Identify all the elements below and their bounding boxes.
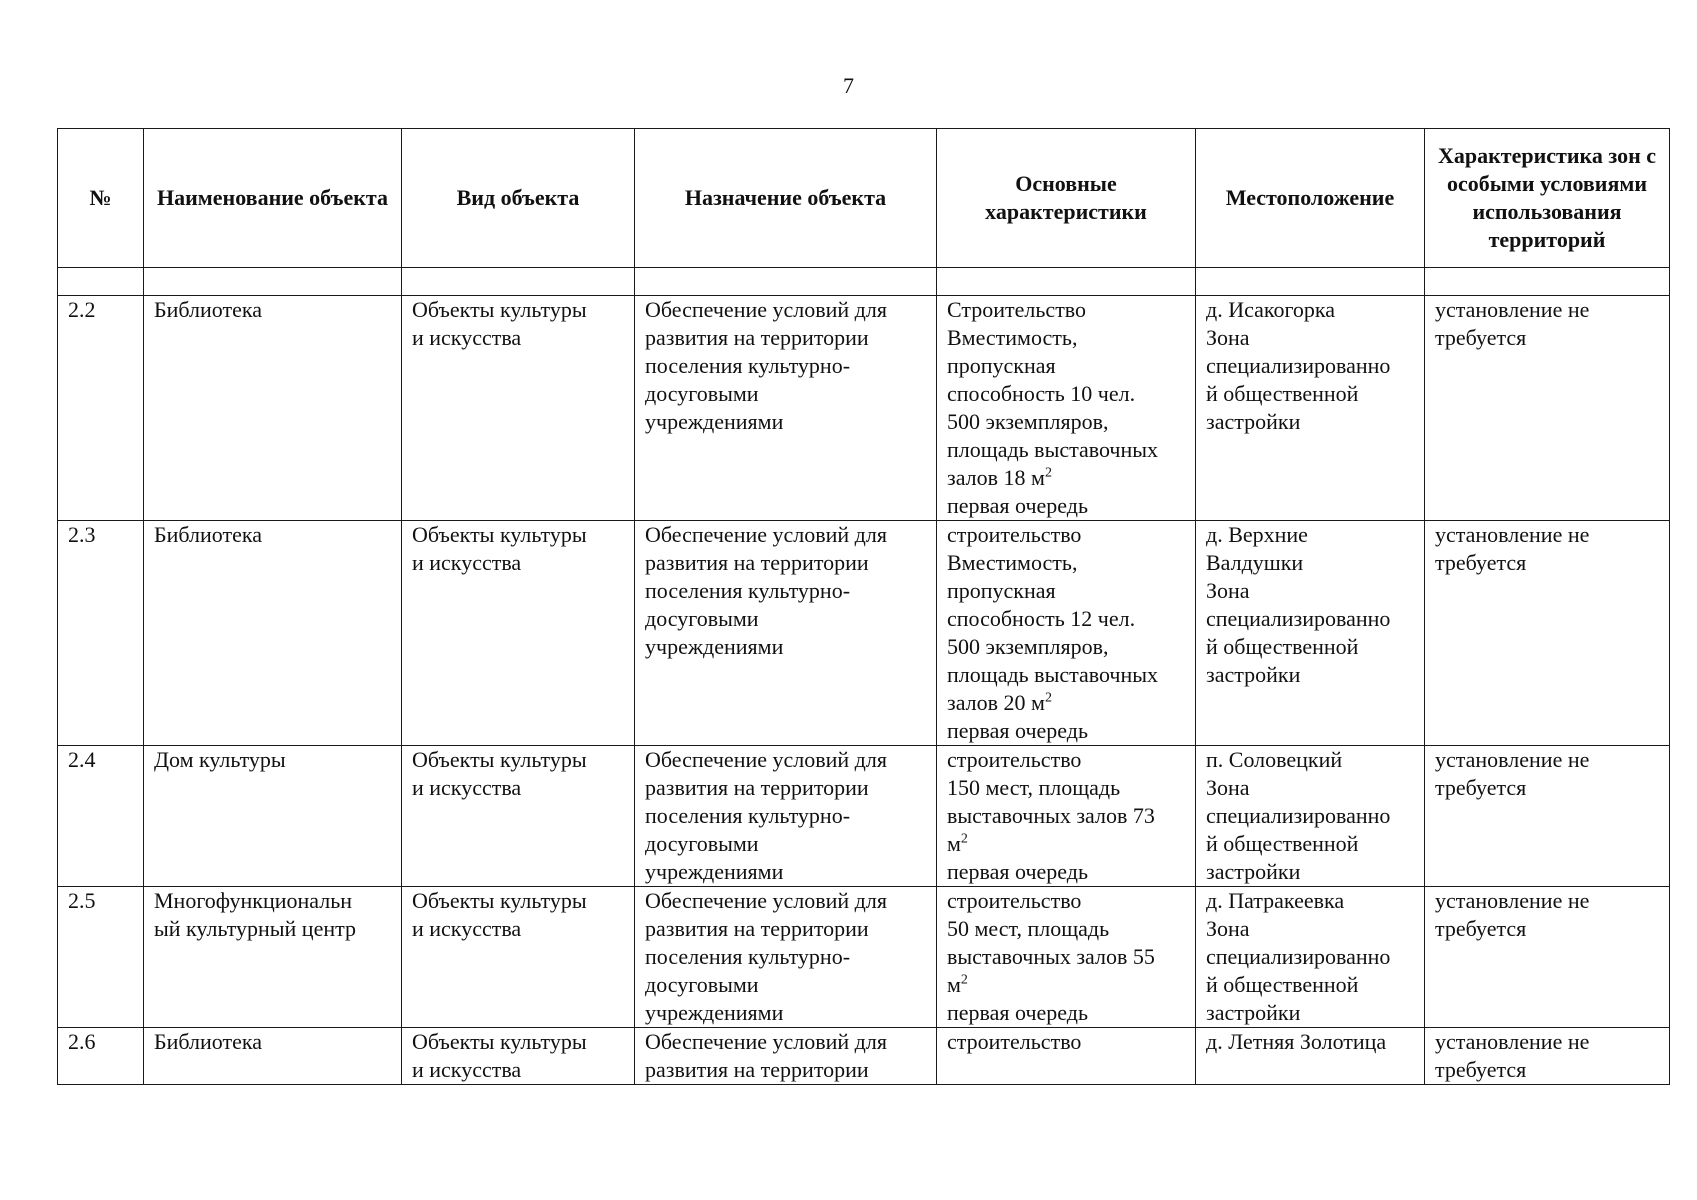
object-name: Библиотека — [144, 521, 402, 746]
object-kind: Объекты культуры и искусства — [402, 521, 635, 746]
object-location: д. Верхние Валдушки Зона специализированно й общественной застройки — [1196, 521, 1425, 746]
main-characteristics — [937, 296, 1196, 521]
object-purpose: Обеспечение условий для развития на территории поселения культурно- досуговыми учреждениями — [635, 887, 937, 1028]
object-kind: Объекты культуры и искусства — [402, 296, 635, 521]
header-number: № — [58, 129, 144, 268]
object-location: д. Летняя Золотица — [1196, 1028, 1425, 1085]
object-location: д. Исакогорка Зона специализированно й общественной застройки — [1196, 296, 1425, 521]
table-row — [58, 746, 1670, 887]
object-name: Многофункциональн ый культурный центр — [144, 887, 402, 1028]
empty-row — [58, 268, 1670, 296]
characteristics-tail: первая очередь — [947, 718, 1088, 743]
header-object-kind: Вид объекта — [402, 129, 635, 268]
special-zones: установление не требуется — [1425, 1028, 1670, 1085]
characteristics-text: Строительство Вместимость, пропускная способность 10 чел. 500 экземпляров, площадь выставочных залов 18 м — [947, 297, 1159, 490]
header-main-characteristics: Основные характеристики — [937, 129, 1196, 268]
header-object-name: Наименование объекта — [144, 129, 402, 268]
empty-cell — [402, 268, 635, 296]
table-row — [58, 521, 1670, 746]
row-number: 2.6 — [58, 1028, 144, 1085]
table-row — [58, 887, 1670, 1028]
main-characteristics — [937, 1028, 1196, 1085]
empty-cell — [937, 268, 1196, 296]
object-purpose: Обеспечение условий для развития на территории поселения культурно- досуговыми учреждениями — [635, 746, 937, 887]
object-purpose: Обеспечение условий для развития на территории поселения культурно- досуговыми учреждениями — [635, 296, 937, 521]
empty-cell — [58, 268, 144, 296]
characteristics-text: строительство — [947, 1029, 1082, 1054]
characteristics-text: строительство 50 мест, площадь выставочных залов 55 м — [947, 888, 1155, 997]
header-special-zones: Характеристика зон с особыми условиями использования территорий — [1425, 129, 1670, 268]
superscript: 2 — [960, 972, 968, 988]
special-zones: установление не требуется — [1425, 521, 1670, 746]
object-purpose: Обеспечение условий для развития на территории поселения культурно- досуговыми учреждениями — [635, 521, 937, 746]
empty-cell — [1196, 268, 1425, 296]
main-characteristics — [937, 521, 1196, 746]
special-zones: установление не требуется — [1425, 887, 1670, 1028]
table-row — [58, 1028, 1670, 1085]
superscript: 2 — [1044, 690, 1052, 706]
row-number: 2.4 — [58, 746, 144, 887]
object-kind: Объекты культуры и искусства — [402, 746, 635, 887]
object-kind: Объекты культуры и искусства — [402, 1028, 635, 1085]
empty-cell — [144, 268, 402, 296]
object-location: д. Патракеевка Зона специализированно й общественной застройки — [1196, 887, 1425, 1028]
table-row — [58, 296, 1670, 521]
characteristics-text: строительство 150 мест, площадь выставочных залов 73 м — [947, 747, 1155, 856]
header-row — [58, 129, 1670, 268]
object-purpose: Обеспечение условий для развития на территории — [635, 1028, 937, 1085]
superscript: 2 — [1044, 465, 1052, 481]
object-name: Библиотека — [144, 1028, 402, 1085]
empty-cell — [1425, 268, 1670, 296]
objects-table — [57, 128, 1670, 1085]
main-characteristics — [937, 746, 1196, 887]
special-zones: установление не требуется — [1425, 746, 1670, 887]
header-location: Местоположение — [1196, 129, 1425, 268]
object-name: Дом культуры — [144, 746, 402, 887]
superscript: 2 — [960, 831, 968, 847]
header-object-purpose: Назначение объекта — [635, 129, 937, 268]
object-location: п. Соловецкий Зона специализированно й общественной застройки — [1196, 746, 1425, 887]
special-zones: установление не требуется — [1425, 296, 1670, 521]
characteristics-tail: первая очередь — [947, 1000, 1088, 1025]
page-number: 7 — [843, 73, 854, 98]
empty-cell — [635, 268, 937, 296]
object-name: Библиотека — [144, 296, 402, 521]
characteristics-tail: первая очередь — [947, 859, 1088, 884]
row-number: 2.2 — [58, 296, 144, 521]
row-number: 2.5 — [58, 887, 144, 1028]
row-number: 2.3 — [58, 521, 144, 746]
characteristics-text: строительство Вместимость, пропускная способность 12 чел. 500 экземпляров, площадь выставочных залов 20 м — [947, 522, 1159, 715]
object-kind: Объекты культуры и искусства — [402, 887, 635, 1028]
characteristics-tail: первая очередь — [947, 493, 1088, 518]
main-characteristics — [937, 887, 1196, 1028]
